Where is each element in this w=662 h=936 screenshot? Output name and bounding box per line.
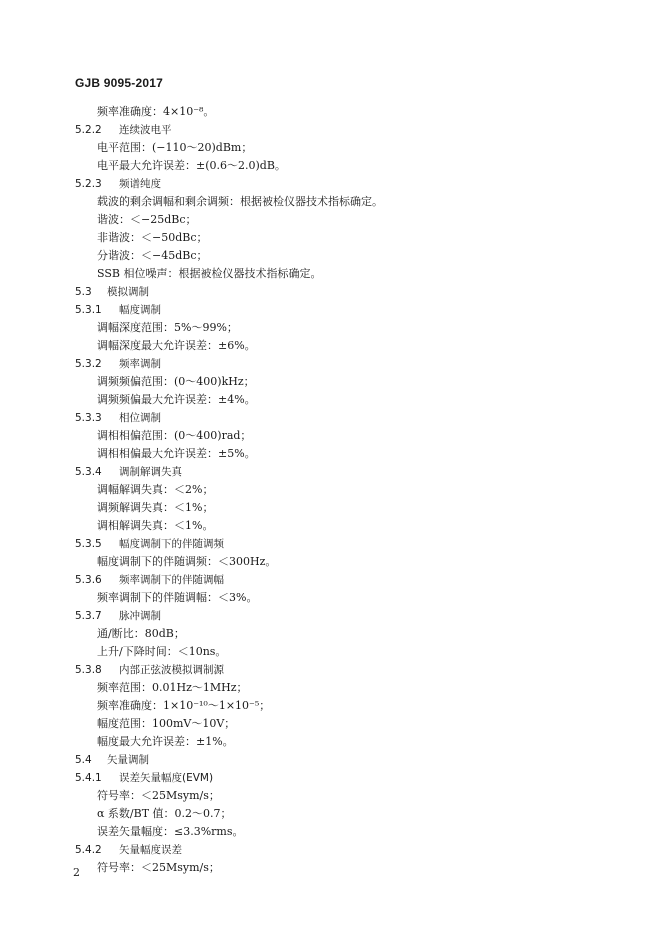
section-title: 幅度调制 — [119, 304, 161, 316]
section-heading — [75, 463, 595, 481]
section-title: 模拟调制 — [107, 286, 149, 298]
section-heading — [75, 841, 595, 859]
spec-item: 频率准确度：4×10⁻⁸。 — [97, 105, 215, 118]
spec-item: 非谐波：＜−50dBc； — [97, 231, 208, 244]
spec-item: 符号率：＜25Msym/s； — [97, 861, 220, 874]
section-heading — [75, 301, 595, 319]
spec-item: 误差矢量幅度：≤3.3%rms。 — [97, 825, 244, 838]
spec-item: 调频频偏最大允许误差：±4%。 — [97, 393, 256, 406]
spec-item: 幅度范围：100mV～10V； — [97, 717, 236, 730]
page-number: 2 — [73, 866, 80, 879]
section-heading — [75, 751, 595, 769]
spec-item: 调相解调失真：＜1%。 — [97, 519, 214, 532]
section-title: 内部正弦波模拟调制源 — [119, 664, 224, 676]
section-heading — [75, 607, 595, 625]
section-number: 5.3.3 — [75, 412, 102, 424]
section-title: 连续波电平 — [119, 124, 172, 136]
section-heading — [75, 409, 595, 427]
section-number: 5.2.2 — [75, 124, 102, 136]
section-number: 5.4.2 — [75, 844, 102, 856]
spec-item: 分谐波：＜−45dBc； — [97, 249, 208, 262]
spec-item: 调幅解调失真：＜2%； — [97, 483, 214, 496]
section-heading — [75, 535, 595, 553]
section-number: 5.3.7 — [75, 610, 102, 622]
spec-item: 频率准确度：1×10⁻¹⁰～1×10⁻⁵； — [97, 699, 271, 712]
spec-item: 幅度调制下的伴随调频：＜300Hz。 — [97, 555, 277, 568]
spec-item: 电平最大允许误差：±(0.6～2.0)dB。 — [97, 159, 286, 172]
section-number: 5.3.6 — [75, 574, 102, 586]
section-number: 5.3.2 — [75, 358, 102, 370]
section-number: 5.3.4 — [75, 466, 102, 478]
section-number: 5.3.5 — [75, 538, 102, 550]
section-number: 5.4 — [75, 754, 92, 766]
document-body — [75, 103, 595, 877]
section-number: 5.3.8 — [75, 664, 102, 676]
spec-item: 调相相偏范围：(0～400)rad； — [97, 429, 252, 442]
section-heading — [75, 571, 595, 589]
section-title: 脉冲调制 — [119, 610, 161, 622]
section-title: 频谱纯度 — [119, 178, 161, 190]
spec-item: SSB 相位噪声：根据被检仪器技术指标确定。 — [97, 267, 322, 280]
section-heading — [75, 769, 595, 787]
spec-item: 载波的剩余调幅和剩余调频：根据被检仪器技术指标确定。 — [97, 195, 383, 208]
section-title: 频率调制下的伴随调幅 — [119, 574, 224, 586]
section-number: 5.3 — [75, 286, 92, 298]
spec-item: 谐波：＜−25dBc； — [97, 213, 197, 226]
spec-item: 调幅深度最大允许误差：±6%。 — [97, 339, 256, 352]
section-title: 调制解调失真 — [119, 466, 182, 478]
spec-item: α 系数/BT 值：0.2～0.7； — [97, 807, 232, 820]
section-number: 5.3.1 — [75, 304, 102, 316]
spec-item: 调频频偏范围：(0～400)kHz； — [97, 375, 255, 388]
spec-item: 调频解调失真：＜1%； — [97, 501, 214, 514]
section-title: 频率调制 — [119, 358, 161, 370]
section-title: 矢量幅度误差 — [119, 844, 182, 856]
section-heading — [75, 121, 595, 139]
spec-item: 频率调制下的伴随调幅：＜3%。 — [97, 591, 258, 604]
spec-item: 调幅深度范围：5%～99%； — [97, 321, 238, 334]
standard-code-header: GJB 9095-2017 — [75, 76, 163, 90]
section-title: 相位调制 — [119, 412, 161, 424]
section-number: 5.4.1 — [75, 772, 102, 784]
section-title: 幅度调制下的伴随调频 — [119, 538, 224, 550]
spec-item: 频率范围：0.01Hz～1MHz； — [97, 681, 248, 694]
section-title: 误差矢量幅度(EVM) — [119, 772, 214, 784]
section-heading — [75, 175, 595, 193]
section-heading — [75, 661, 595, 679]
spec-item: 电平范围：(−110～20)dBm； — [97, 141, 253, 154]
spec-item: 上升/下降时间：＜10ns。 — [97, 645, 227, 658]
spec-item: 调相相偏最大允许误差：±5%。 — [97, 447, 256, 460]
section-heading — [75, 355, 595, 373]
section-heading — [75, 283, 595, 301]
spec-item: 通/断比：80dB； — [97, 627, 185, 640]
spec-item: 符号率：＜25Msym/s； — [97, 789, 220, 802]
section-title: 矢量调制 — [107, 754, 149, 766]
section-number: 5.2.3 — [75, 178, 102, 190]
spec-item: 幅度最大允许误差：±1%。 — [97, 735, 234, 748]
